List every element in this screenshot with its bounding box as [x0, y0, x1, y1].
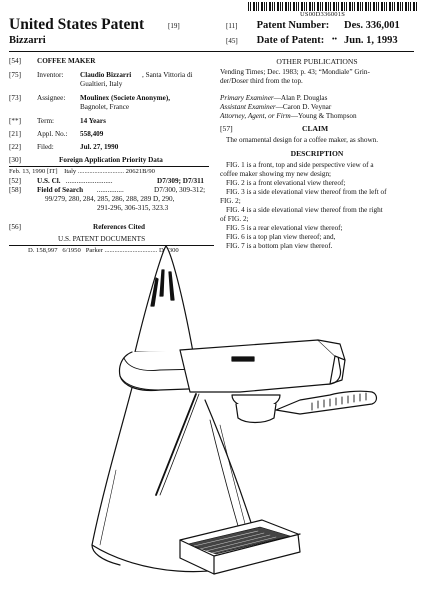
assignee-field: [73] Assignee: Moulinex (Societe Anonyme), Bagnolet, France	[9, 94, 171, 111]
claim-text: The ornamental design for a coffee maker, as shown.	[226, 136, 379, 144]
other-publications-heading: OTHER PUBLICATIONS	[276, 57, 358, 66]
document-number: US00D336001S	[300, 11, 346, 18]
description-line: FIG. 4 is a side elevational view thereof from the right	[226, 206, 383, 214]
other-publication-line: der/Doser third from the top.	[220, 77, 303, 85]
description-heading: DESCRIPTION	[290, 149, 344, 158]
patent-number-label: Patent Number:	[256, 20, 330, 31]
description-line: FIG. 3 is a side elevational view thereof from the left of	[226, 188, 387, 196]
patent-number-tag: [11]	[226, 22, 238, 30]
other-publication-line: Vending Times; Dec. 1983; p. 43; “Mondiale” Grin-	[220, 68, 370, 76]
date-value: Jun. 1, 1993	[344, 35, 398, 46]
portafilter-handle	[276, 391, 377, 414]
patent-number-value: Des. 336,001	[344, 20, 400, 31]
assignee-name: Moulinex (Societe Anonyme),	[80, 94, 171, 102]
inventor-name: Claudio Bizzarri	[80, 71, 132, 79]
date-dots: ••	[332, 35, 337, 43]
assistant-examiner: Assistant Examiner—Caron D. Veynar	[220, 103, 332, 111]
inventor-field: [75] Inventor: Claudio Bizzarri , Santa Vittoria di Gualtieri, Italy	[9, 71, 193, 88]
description-line: FIG. 2 is a front elevational view thereof;	[226, 179, 346, 187]
description-line: FIG. 5 is a rear elevational view thereof;	[226, 224, 343, 232]
upper-housing	[180, 340, 335, 392]
us-patent-documents-heading: U.S. PATENT DOCUMENTS	[58, 235, 146, 243]
description-line: FIG. 1 is a front, top and side perspective view of a	[226, 161, 374, 169]
top-cone	[135, 246, 193, 352]
claim-tag: [57]	[220, 124, 233, 133]
description-line: FIG. 6 is a top plan view thereof; and,	[226, 233, 336, 241]
title-tag: [19]	[168, 22, 180, 30]
claim-heading: CLAIM	[302, 124, 329, 133]
description-line: of FIG. 2;	[220, 215, 249, 223]
priority-row: Feb. 13, 1990 [IT] Italy ............................ 20621B/90	[9, 168, 155, 175]
attorney: Attorney, Agent, or Firm—Young & Thompson	[220, 112, 357, 120]
field-of-search: [58] Field of Search ............... D7/300, 309-312; 99/279, 280, 284, 285, 286, 288, 289 D, 290, 291-296, 306-315, 323.3	[9, 186, 206, 212]
date-tag: [45]	[226, 37, 238, 45]
description-line: FIG. 7 is a bottom plan view thereof.	[226, 242, 333, 250]
patent-title: United States Patent	[9, 16, 145, 33]
date-label: Date of Patent:	[256, 35, 325, 46]
primary-examiner: Primary Examiner—Alan P. Douglas	[220, 94, 328, 102]
inventor-surname: Bizzarri	[9, 35, 46, 46]
top-slot	[232, 357, 254, 361]
description-line: FIG. 2;	[220, 197, 241, 205]
description-line: coffee maker showing my new design;	[220, 170, 332, 178]
invention-title: COFFEE MAKER	[37, 57, 96, 65]
reference-row: D. 158,997 6/1950 Parker ................................ D7/300	[28, 247, 179, 254]
